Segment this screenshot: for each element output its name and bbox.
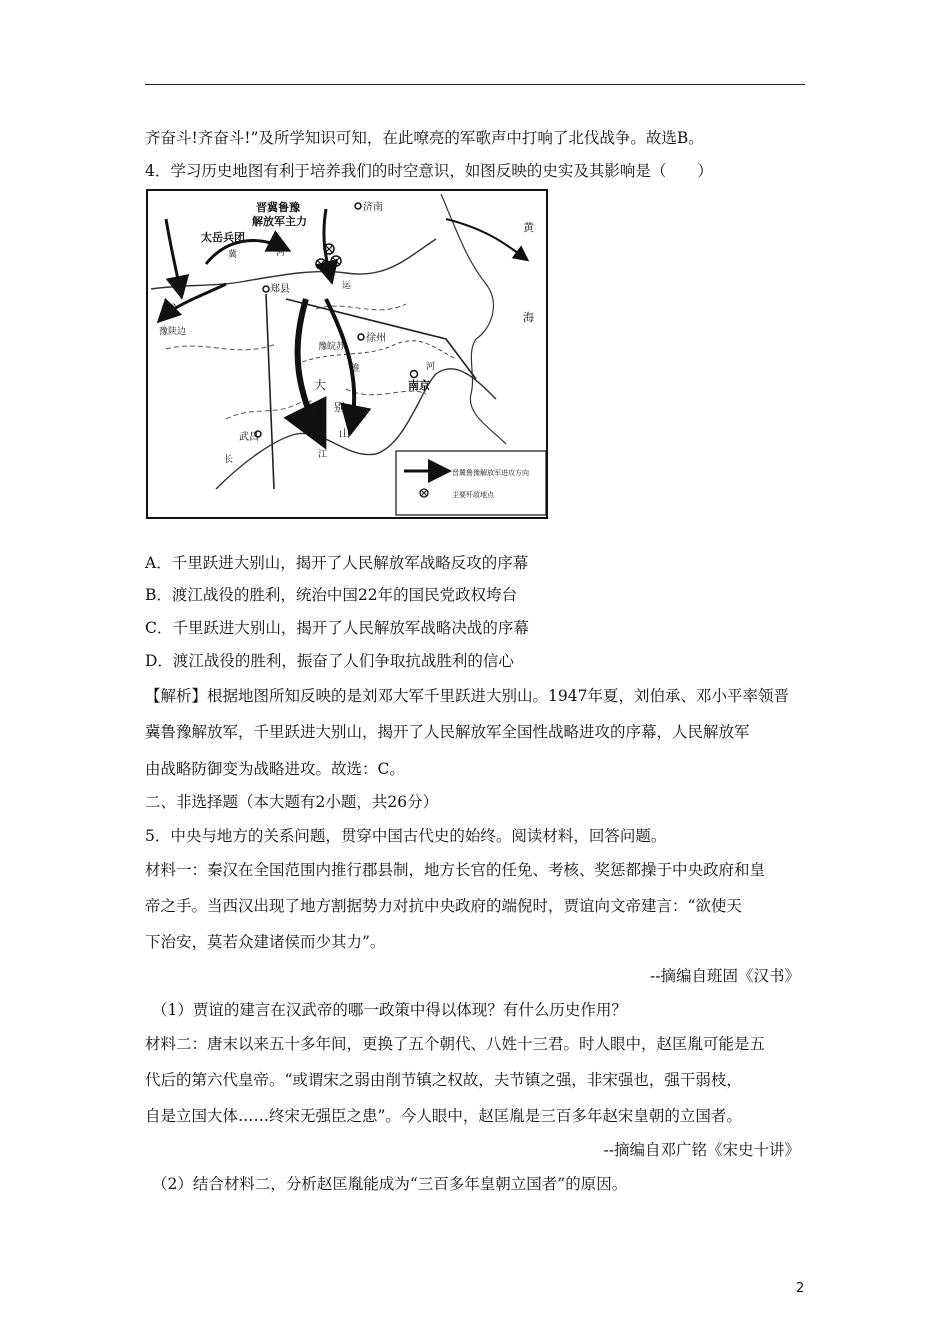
map-label: 豫皖苏 (318, 342, 346, 352)
text-line: 齐奋斗!齐奋斗!”及所学知识可知，在此嘹亮的军歌声中打响了北伐战争。故选B。 (145, 129, 704, 147)
map-label: 豫陕边 (159, 327, 187, 337)
city-marker (355, 203, 361, 209)
option-a: A．千里跃进大别山，揭开了人民解放军战略反攻的序幕 (145, 554, 529, 572)
map-label: 河 (276, 248, 286, 258)
map-label: 解放军主力 (252, 215, 307, 228)
map-label: 大 (314, 378, 327, 392)
option-d: D．渡江战役的胜利，振奋了人们争取抗战胜利的信心 (145, 652, 514, 670)
map-label: 太岳兵团 (201, 231, 245, 244)
option-c: C．千里跃进大别山，揭开了人民解放军战略决战的序幕 (145, 619, 529, 637)
header-rule (145, 84, 805, 85)
question-5: 5．中央与地方的关系问题，贯穿中国古代史的始终。阅读材料，回答问题。 (145, 827, 667, 845)
material-text: 代后的第六代皇帝。“或谓宋之弱由削节镇之权故，夫节镇之强，非宋强也，强干弱枝， (145, 1071, 742, 1089)
map-label: 徐州 (366, 333, 386, 344)
map-label: 武昌 (239, 432, 259, 443)
material-text: 材料一：秦汉在全国范围内推行郡县制，地方长官的任免、考核、奖惩都操于中央政府和皇 (145, 861, 766, 879)
historical-map (146, 189, 548, 519)
map-label: 海 (523, 311, 534, 324)
map-label: 晋冀鲁豫 (256, 201, 300, 214)
map-label: 别 (334, 401, 345, 414)
material-text: 下治安，莫若众建诸侯而少其力”。 (145, 933, 386, 951)
map-label: 淮 (351, 364, 361, 374)
analysis-text: 【解析】根据地图所知反映的是刘邓大军千里跃进大别山。1947年夏，刘伯承、邓小平率领晋 (145, 687, 789, 705)
question-4: 4．学习历史地图有利于培养我们的时空意识，如图反映的史实及其影响是（ ） (145, 162, 713, 180)
map-label: 山 (339, 427, 350, 440)
map-label: 郑县 (270, 284, 290, 295)
map-label: 黄 (523, 221, 534, 234)
map-label: 鄂 (304, 400, 312, 409)
map-label: 豫 (168, 304, 178, 314)
city-marker (411, 371, 418, 378)
analysis-text: 冀鲁豫解放军，千里跃进大别山，揭开了人民解放军全国性战略进攻的序幕，人民解放军 (145, 723, 750, 741)
source-citation: --摘编自邓广铭《宋史十讲》 (603, 1141, 800, 1159)
section-heading: 二、非选择题（本大题有2小题，共26分） (145, 793, 439, 811)
sub-question: （1）贾谊的建言在汉武帝的哪一政策中得以体现？有什么历史作用？ (152, 1001, 627, 1019)
city-marker (263, 286, 269, 292)
map-legend (396, 451, 546, 515)
map-label: 冀 (228, 250, 238, 260)
map-label: 豫 (316, 408, 324, 417)
map-label: 南京 (408, 379, 430, 392)
source-citation: --摘编自班固《汉书》 (650, 967, 800, 985)
material-text: 自是立国大体……终宋无强臣之患”。今人眼中，赵匡胤是三百多年赵宋皇朝的立国者。 (145, 1107, 742, 1125)
option-b: B．渡江战役的胜利，统治中国22年的国民党政权垮台 (145, 586, 518, 604)
map-label: 长 (224, 455, 234, 465)
map-label: 运 (342, 281, 352, 291)
map-label: 河 (426, 362, 436, 372)
city-marker (358, 334, 364, 340)
material-text: 帝之手。当西汉出现了地方割据势力对抗中央政府的端倪时，贾谊向文帝建言：“欲使天 (145, 897, 742, 915)
legend-label: 主要歼敌地点 (452, 491, 494, 499)
material-text: 材料二：唐末以来五十多年间，更换了五个朝代、八姓十三君。时人眼中，赵匡胤可能是五 (145, 1035, 766, 1053)
sub-question: （2）结合材料二，分析赵匡胤能成为“三百多年皇朝立国者”的原因。 (152, 1175, 628, 1193)
legend-label: 晋冀鲁豫解放军进攻方向 (452, 469, 529, 477)
page-number: 2 (796, 1281, 805, 1296)
analysis-text: 由战略防御变为战略进攻。故选：C。 (145, 760, 405, 778)
map-label: 济南 (363, 202, 383, 213)
map-label: 皖 (358, 410, 366, 419)
map-label: 江 (318, 450, 328, 460)
